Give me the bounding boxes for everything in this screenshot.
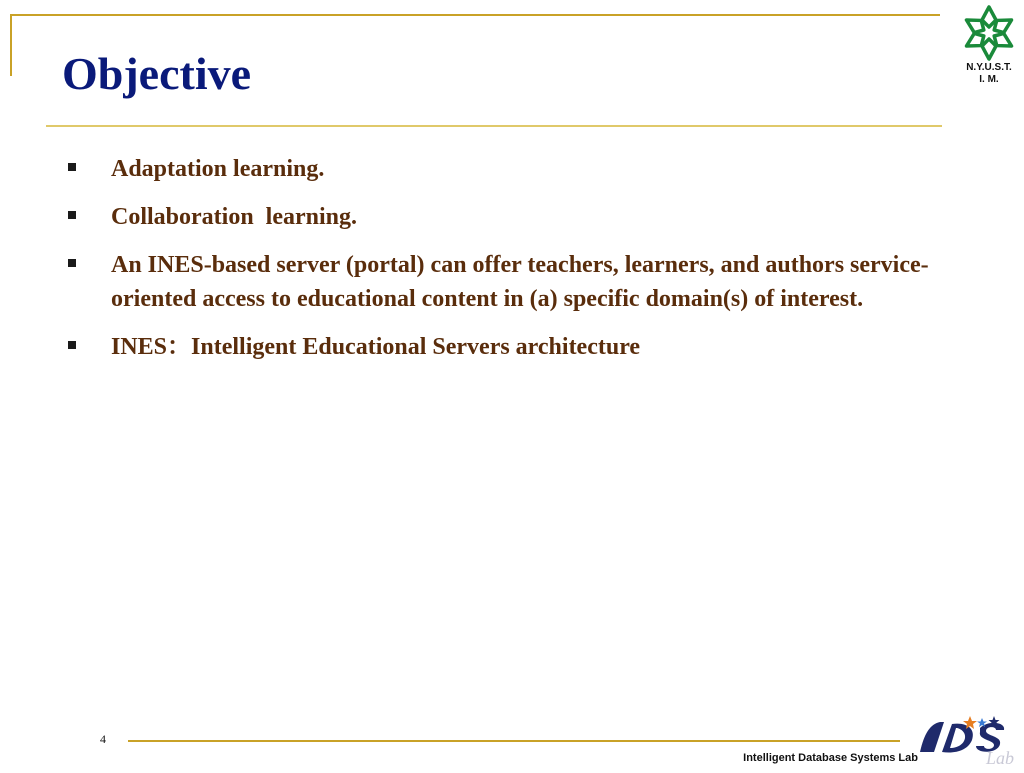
- top-frame-line: [10, 14, 940, 16]
- square-bullet-icon: [68, 259, 76, 267]
- square-bullet-icon: [68, 211, 76, 219]
- ids-lab-logo-icon: [910, 712, 1018, 768]
- bullet-list: [62, 152, 942, 378]
- bullet-item: [62, 330, 942, 364]
- square-bullet-icon: [68, 341, 76, 349]
- bullet-text: INES：Intelligent Educational Servers architecture: [111, 334, 641, 360]
- slide-title: Objective: [62, 48, 252, 99]
- bullet-item: [62, 248, 942, 316]
- ids-lab-logo: [910, 712, 1018, 768]
- bullet-item: [62, 200, 942, 234]
- left-frame-line: [10, 14, 12, 76]
- nyust-logo-line1: N.Y.U.S.T.: [966, 62, 1012, 73]
- nyust-logo-line2: I. M.: [979, 74, 999, 85]
- nyust-logo: [952, 4, 1024, 92]
- nyust-logo-text: [952, 62, 1024, 86]
- svg-text:Lab: Lab: [986, 748, 1015, 768]
- page-number: 4: [100, 732, 106, 746]
- bullet-text: Collaboration learning.: [111, 204, 358, 230]
- bullet-item: [62, 152, 942, 186]
- nyust-flower-icon: [959, 4, 1019, 62]
- title-divider: [46, 125, 942, 127]
- lab-name: Intelligent Database Systems Lab: [743, 752, 918, 764]
- footer-divider: [128, 740, 900, 742]
- bullet-text: Adaptation learning.: [111, 156, 325, 182]
- square-bullet-icon: [68, 163, 76, 171]
- bullet-text: An INES-based server (portal) can offer teachers, learners, and authors service-oriented access to educational content in (a) specific domain(s) of interest.: [111, 252, 929, 312]
